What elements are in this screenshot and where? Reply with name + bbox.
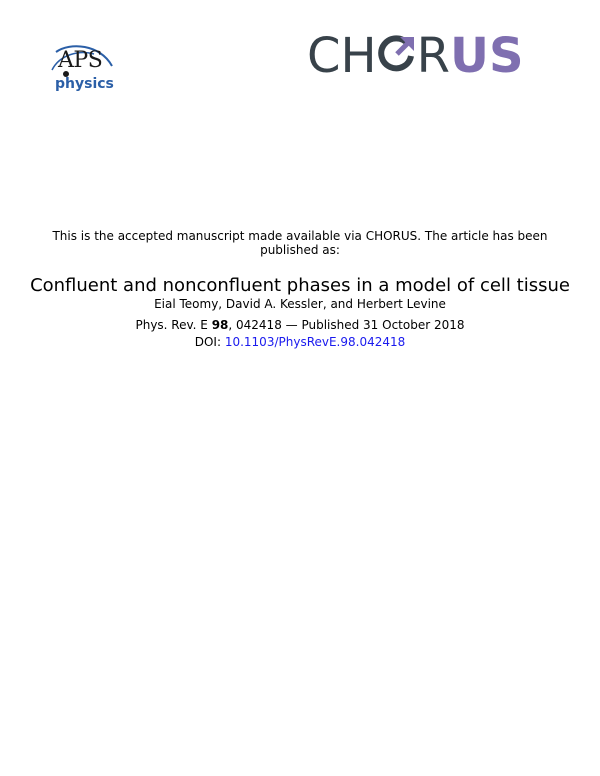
article-title: Confluent and nonconfluent phases in a model of cell tissue [30,275,570,296]
chorus-wordmark-part3: US [449,28,524,84]
chorus-wordmark-part2: R [416,28,450,84]
citation-details: , 042418 — Published 31 October 2018 [228,318,465,332]
article-citation [40,317,560,333]
aps-wordmark: APS [58,48,103,73]
chorus-arrow-o-icon [378,34,416,74]
chorus-logo [307,30,557,82]
accepted-manuscript-notice: This is the accepted manuscript made available via CHORUS. The article has been published as: [52,229,548,257]
article-authors: Eial Teomy, David A. Kessler, and Herbert Levine [154,297,446,311]
doi-link[interactable]: 10.1103/PhysRevE.98.042418 [224,335,406,349]
citation-journal: Phys. Rev. E [135,318,212,332]
citation-volume: 98 [211,318,229,332]
doi-label: DOI: [194,335,225,349]
aps-physics-wordmark: physics [55,76,114,92]
article-doi [40,334,560,350]
chorus-wordmark-part1: CH [307,28,377,84]
aps-physics-logo [50,40,120,98]
